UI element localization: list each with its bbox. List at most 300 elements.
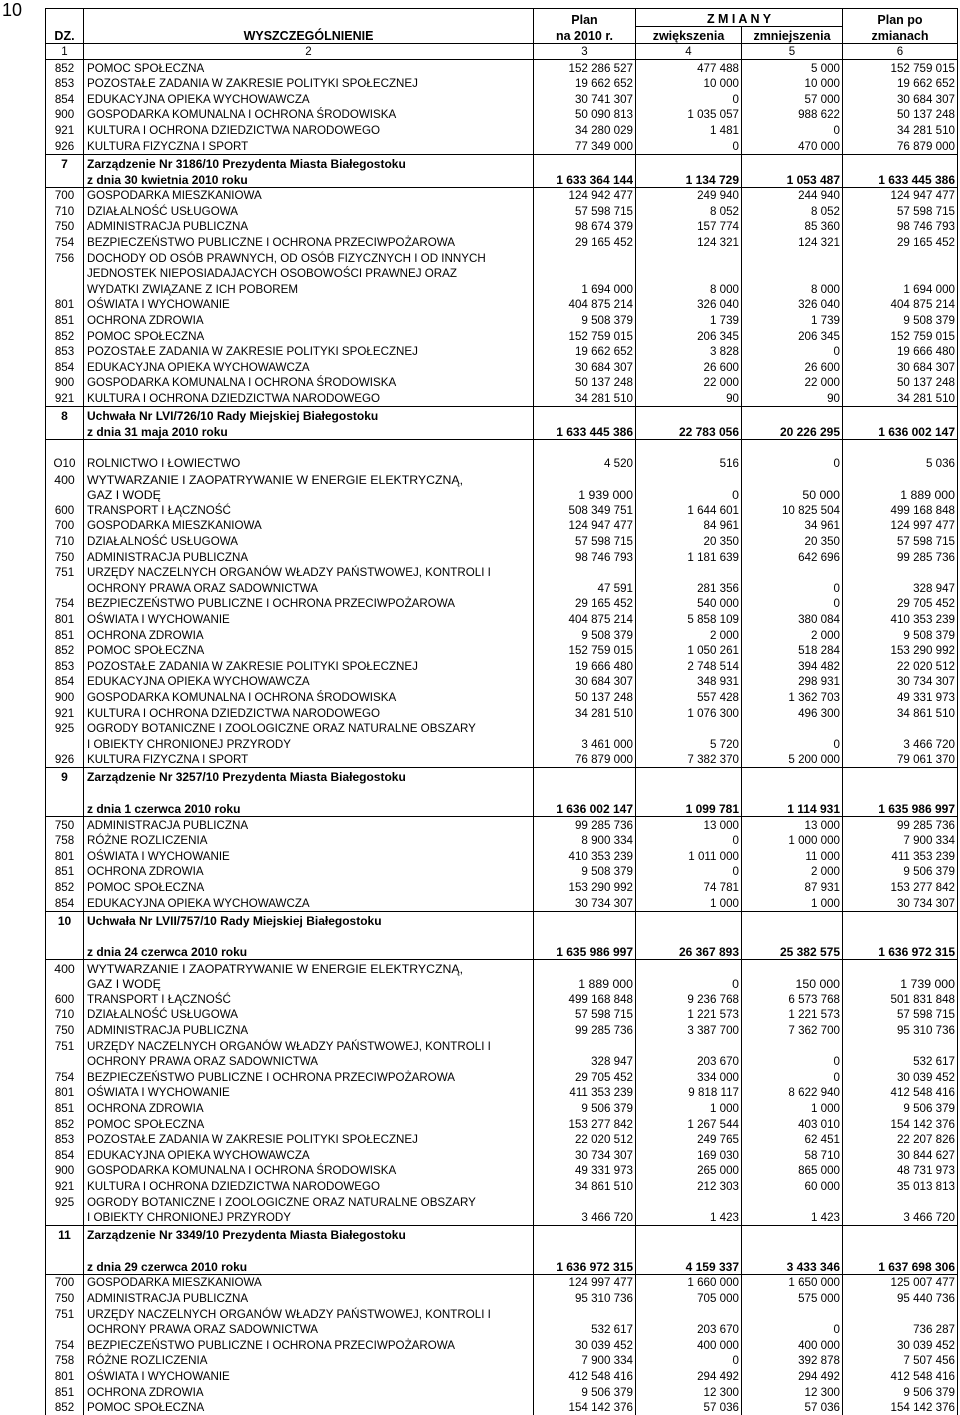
empty-cell xyxy=(843,768,958,785)
row-name: I OBIEKTY CHRONIONEJ PRZYRODY xyxy=(84,736,534,752)
decrease-value: 496 300 xyxy=(742,705,843,721)
decrease-value xyxy=(742,721,843,737)
after-value: 29 165 452 xyxy=(843,234,958,250)
row-name: GOSPODARKA KOMUNALNA I OCHRONA ŚRODOWISKA xyxy=(84,107,534,123)
increase-value: 334 000 xyxy=(636,1069,742,1085)
after-value: 124 997 477 xyxy=(843,518,958,534)
header-decrease: zmniejszenia xyxy=(742,27,843,44)
increase-value: 1 739 xyxy=(636,312,742,328)
decrease-value: 575 000 xyxy=(742,1290,843,1306)
section-total-row xyxy=(46,1258,958,1275)
empty-cell xyxy=(46,800,84,817)
row-name: BEZPIECZEŃSTWO PUBLICZNE I OCHRONA PRZECIWPOŻAROWA xyxy=(84,596,534,612)
table-row xyxy=(46,1007,958,1023)
after-value: 95 440 736 xyxy=(843,1290,958,1306)
column-number: 3 xyxy=(534,44,636,60)
dz-code: 921 xyxy=(46,705,84,721)
plan-value: 124 942 477 xyxy=(534,187,636,203)
decrease-value xyxy=(742,266,843,282)
header-plan-line1: Plan xyxy=(534,9,636,27)
after-value: 95 310 736 xyxy=(843,1022,958,1038)
increase-value: 13 000 xyxy=(636,816,742,832)
plan-value: 3 461 000 xyxy=(534,736,636,752)
increase-value xyxy=(636,266,742,282)
row-name: KULTURA I OCHRONA DZIEDZICTWA NARODOWEGO xyxy=(84,390,534,406)
row-name: KULTURA I OCHRONA DZIEDZICTWA NARODOWEGO xyxy=(84,1178,534,1194)
section-number: 7 xyxy=(46,154,84,171)
section-header-row xyxy=(46,154,958,171)
increase-value: 203 670 xyxy=(636,1322,742,1338)
row-name: ADMINISTRACJA PUBLICZNA xyxy=(84,816,534,832)
plan-value: 153 277 842 xyxy=(534,1116,636,1132)
table-row xyxy=(46,375,958,391)
increase-value: 2 000 xyxy=(636,627,742,643)
after-value: 1 694 000 xyxy=(843,281,958,297)
after-value: 30 734 307 xyxy=(843,895,958,911)
dz-code: 900 xyxy=(46,107,84,123)
dz-code: 754 xyxy=(46,1069,84,1085)
after-value: 30 734 307 xyxy=(843,674,958,690)
blank-row xyxy=(46,928,958,944)
plan-value: 7 900 334 xyxy=(534,1353,636,1369)
table-row xyxy=(46,455,958,471)
plan-value: 30 734 307 xyxy=(534,1147,636,1163)
table-row xyxy=(46,848,958,864)
row-name: DZIAŁALNOŚĆ USŁUGOWA xyxy=(84,533,534,549)
plan-value: 30 039 452 xyxy=(534,1337,636,1353)
plan-value xyxy=(534,721,636,737)
after-value: 30 039 452 xyxy=(843,1069,958,1085)
increase-value: 1 644 601 xyxy=(636,502,742,518)
after-value: 50 137 248 xyxy=(843,375,958,391)
table-row xyxy=(46,1069,958,1085)
section-date: z dnia 24 czerwca 2010 roku xyxy=(84,943,534,960)
table-row xyxy=(46,627,958,643)
increase-value: 26 600 xyxy=(636,359,742,375)
column-number: 4 xyxy=(636,44,742,60)
empty-cell xyxy=(534,928,636,944)
decrease-value xyxy=(742,960,843,976)
dz-code: 853 xyxy=(46,76,84,92)
increase-value: 294 492 xyxy=(636,1368,742,1384)
header-dz: DZ. xyxy=(46,27,84,44)
table-row xyxy=(46,107,958,123)
header-row xyxy=(46,27,958,44)
table-row xyxy=(46,281,958,297)
row-name: JEDNOSTEK NIEPOSIADAJACYCH OSOBOWOŚCI PRAWNEJ ORAZ xyxy=(84,266,534,282)
empty-cell xyxy=(84,928,534,944)
empty-cell xyxy=(843,1242,958,1258)
decrease-value: 12 300 xyxy=(742,1384,843,1400)
empty-cell xyxy=(843,1226,958,1243)
row-name: GOSPODARKA KOMUNALNA I OCHRONA ŚRODOWISKA xyxy=(84,689,534,705)
plan-value: 50 137 248 xyxy=(534,689,636,705)
decrease-value: 7 362 700 xyxy=(742,1022,843,1038)
column-number: 5 xyxy=(742,44,843,60)
plan-value: 152 759 015 xyxy=(534,643,636,659)
increase-value xyxy=(636,565,742,581)
table-row xyxy=(46,1400,958,1415)
dz-code: 853 xyxy=(46,344,84,360)
dz-code xyxy=(46,1322,84,1338)
plan-value: 412 548 416 xyxy=(534,1368,636,1384)
row-name: URZĘDY NACZELNYCH ORGANÓW WŁADZY PAŃSTWOWEJ, KONTROLI I xyxy=(84,565,534,581)
after-value: 30 684 307 xyxy=(843,91,958,107)
plan-value: 410 353 239 xyxy=(534,848,636,864)
decrease-value: 642 696 xyxy=(742,549,843,565)
decrease-value: 244 940 xyxy=(742,187,843,203)
table-row xyxy=(46,344,958,360)
empty-cell xyxy=(636,439,742,455)
plan-value: 77 349 000 xyxy=(534,138,636,154)
table-row xyxy=(46,138,958,154)
row-name: OCHRONY PRAWA ORAZ SADOWNICTWA xyxy=(84,1322,534,1338)
increase-value: 1 181 639 xyxy=(636,549,742,565)
section-total-after: 1 636 972 315 xyxy=(843,943,958,960)
increase-value: 265 000 xyxy=(636,1163,742,1179)
column-number: 6 xyxy=(843,44,958,60)
section-title: Zarządzenie Nr 3257/10 Prezydenta Miasta Białegostoku xyxy=(84,768,534,785)
table-row xyxy=(46,390,958,406)
table-row xyxy=(46,1163,958,1179)
column-number-row xyxy=(46,44,958,60)
empty-cell xyxy=(742,1226,843,1243)
empty-cell xyxy=(636,1242,742,1258)
increase-value: 3 828 xyxy=(636,344,742,360)
decrease-value: 87 931 xyxy=(742,879,843,895)
decrease-value: 5 200 000 xyxy=(742,752,843,768)
decrease-value: 60 000 xyxy=(742,1178,843,1194)
table-row xyxy=(46,471,958,487)
table-row xyxy=(46,736,958,752)
dz-code: 853 xyxy=(46,1132,84,1148)
decrease-value: 8 622 940 xyxy=(742,1085,843,1101)
dz-code: 750 xyxy=(46,816,84,832)
row-name: POMOC SPOŁECZNA xyxy=(84,1116,534,1132)
after-value xyxy=(843,1038,958,1054)
increase-value: 0 xyxy=(636,864,742,880)
decrease-value: 2 000 xyxy=(742,627,843,643)
dz-code: 852 xyxy=(46,328,84,344)
after-value xyxy=(843,266,958,282)
empty-cell xyxy=(742,928,843,944)
plan-value: 29 705 452 xyxy=(534,1069,636,1085)
section-total-inc: 26 367 893 xyxy=(636,943,742,960)
empty-cell xyxy=(534,768,636,785)
decrease-value: 10 825 504 xyxy=(742,502,843,518)
increase-value: 1 423 xyxy=(636,1210,742,1226)
decrease-value: 1 739 xyxy=(742,312,843,328)
increase-value: 540 000 xyxy=(636,596,742,612)
empty-cell xyxy=(843,784,958,800)
table-row xyxy=(46,1178,958,1194)
decrease-value: 988 622 xyxy=(742,107,843,123)
increase-value: 5 720 xyxy=(636,736,742,752)
dz-code: 854 xyxy=(46,895,84,911)
dz-code xyxy=(46,580,84,596)
plan-value: 47 591 xyxy=(534,580,636,596)
row-name: EDUKACYJNA OPIEKA WYCHOWAWCZA xyxy=(84,674,534,690)
increase-value: 1 660 000 xyxy=(636,1274,742,1290)
plan-value: 29 165 452 xyxy=(534,596,636,612)
dz-code: 853 xyxy=(46,658,84,674)
row-name: ROLNICTWO I ŁOWIECTWO xyxy=(84,455,534,471)
row-name: DZIAŁALNOŚĆ USŁUGOWA xyxy=(84,1007,534,1023)
table-row xyxy=(46,833,958,849)
plan-value: 1 889 000 xyxy=(534,976,636,992)
after-value: 99 285 736 xyxy=(843,549,958,565)
section-total-row xyxy=(46,943,958,960)
increase-value: 1 076 300 xyxy=(636,705,742,721)
empty-cell xyxy=(636,928,742,944)
plan-value: 99 285 736 xyxy=(534,1022,636,1038)
table-row xyxy=(46,1038,958,1054)
empty-cell xyxy=(534,406,636,423)
row-name: OŚWIATA I WYCHOWANIE xyxy=(84,1085,534,1101)
dz-code: 754 xyxy=(46,234,84,250)
section-header-row xyxy=(46,406,958,423)
dz-code: 751 xyxy=(46,1306,84,1322)
empty-cell xyxy=(742,784,843,800)
after-value xyxy=(843,471,958,487)
dz-code: 754 xyxy=(46,1337,84,1353)
table-row xyxy=(46,864,958,880)
after-value: 22 207 826 xyxy=(843,1132,958,1148)
plan-value: 34 861 510 xyxy=(534,1178,636,1194)
blank-row xyxy=(46,439,958,455)
after-value: 57 598 715 xyxy=(843,203,958,219)
header-plan-line2: na 2010 r. xyxy=(534,27,636,44)
section-total-dec: 3 433 346 xyxy=(742,1258,843,1275)
table-row xyxy=(46,187,958,203)
decrease-value: 10 000 xyxy=(742,76,843,92)
dz-code: 751 xyxy=(46,1038,84,1054)
after-value: 98 746 793 xyxy=(843,219,958,235)
decrease-value: 1 362 703 xyxy=(742,689,843,705)
plan-value: 57 598 715 xyxy=(534,533,636,549)
empty-cell xyxy=(742,406,843,423)
empty-cell xyxy=(843,154,958,171)
after-value xyxy=(843,250,958,266)
plan-value: 49 331 973 xyxy=(534,1163,636,1179)
dz-code: 851 xyxy=(46,1100,84,1116)
plan-value xyxy=(534,266,636,282)
plan-value: 153 290 992 xyxy=(534,879,636,895)
increase-value xyxy=(636,471,742,487)
decrease-value: 8 052 xyxy=(742,203,843,219)
decrease-value xyxy=(742,1194,843,1210)
dz-code: 750 xyxy=(46,549,84,565)
plan-value: 508 349 751 xyxy=(534,502,636,518)
increase-value: 22 000 xyxy=(636,375,742,391)
after-value: 76 879 000 xyxy=(843,138,958,154)
decrease-value: 394 482 xyxy=(742,658,843,674)
increase-value: 0 xyxy=(636,1353,742,1369)
dz-code: 851 xyxy=(46,312,84,328)
plan-value: 57 598 715 xyxy=(534,203,636,219)
dz-code: 801 xyxy=(46,1368,84,1384)
decrease-value: 150 000 xyxy=(742,976,843,992)
empty-cell xyxy=(534,784,636,800)
dz-code: 900 xyxy=(46,1163,84,1179)
increase-value: 1 000 xyxy=(636,895,742,911)
increase-value: 516 xyxy=(636,455,742,471)
dz-code: 852 xyxy=(46,1400,84,1415)
after-value: 30 039 452 xyxy=(843,1337,958,1353)
increase-value: 8 000 xyxy=(636,281,742,297)
decrease-value: 1 423 xyxy=(742,1210,843,1226)
after-value: 499 168 848 xyxy=(843,502,958,518)
after-value: 404 875 214 xyxy=(843,297,958,313)
empty-cell xyxy=(636,406,742,423)
plan-value: 50 137 248 xyxy=(534,375,636,391)
decrease-value: 298 931 xyxy=(742,674,843,690)
empty-cell xyxy=(636,768,742,785)
after-value: 411 353 239 xyxy=(843,848,958,864)
after-value: 152 759 015 xyxy=(843,328,958,344)
plan-value xyxy=(534,1306,636,1322)
row-name: GOSPODARKA MIESZKANIOWA xyxy=(84,518,534,534)
increase-value: 74 781 xyxy=(636,879,742,895)
section-total-after: 1 637 698 306 xyxy=(843,1258,958,1275)
table-row xyxy=(46,1290,958,1306)
empty-cell xyxy=(46,1258,84,1275)
increase-value: 1 481 xyxy=(636,122,742,138)
section-total-after: 1 635 986 997 xyxy=(843,800,958,817)
decrease-value: 392 878 xyxy=(742,1353,843,1369)
plan-value: 34 281 510 xyxy=(534,705,636,721)
section-total-after: 1 633 445 386 xyxy=(843,171,958,188)
increase-value: 557 428 xyxy=(636,689,742,705)
table-row xyxy=(46,359,958,375)
dz-code: 851 xyxy=(46,1384,84,1400)
dz-code: 852 xyxy=(46,60,84,76)
plan-value: 22 020 512 xyxy=(534,1132,636,1148)
empty-cell xyxy=(636,154,742,171)
row-name: OCHRONA ZDROWIA xyxy=(84,312,534,328)
plan-value: 95 310 736 xyxy=(534,1290,636,1306)
dz-code: 854 xyxy=(46,1147,84,1163)
row-name: TRANSPORT I ŁĄCZNOŚĆ xyxy=(84,502,534,518)
plan-value xyxy=(534,565,636,581)
plan-value: 98 746 793 xyxy=(534,549,636,565)
row-name: BEZPIECZEŃSTWO PUBLICZNE I OCHRONA PRZECIWPOŻAROWA xyxy=(84,1337,534,1353)
plan-value: 4 520 xyxy=(534,455,636,471)
row-name: POZOSTAŁE ZADANIA W ZAKRESIE POLITYKI SPOŁECZNEJ xyxy=(84,1132,534,1148)
after-value: 328 947 xyxy=(843,580,958,596)
section-title: Uchwała Nr LVII/757/10 Rady Miejskiej Białegostoku xyxy=(84,911,534,928)
dz-code: 926 xyxy=(46,752,84,768)
after-value: 34 281 510 xyxy=(843,122,958,138)
header-description: WYSZCZEGÓLNIENIE xyxy=(84,27,534,44)
after-value: 35 013 813 xyxy=(843,1178,958,1194)
increase-value: 9 818 117 xyxy=(636,1085,742,1101)
increase-value: 326 040 xyxy=(636,297,742,313)
plan-value xyxy=(534,250,636,266)
plan-value: 34 281 510 xyxy=(534,390,636,406)
after-value: 412 548 416 xyxy=(843,1085,958,1101)
section-total-dec: 25 382 575 xyxy=(742,943,843,960)
row-name: WYTWARZANIE I ZAOPATRYWANIE W ENERGIE ELEKTRYCZNĄ, xyxy=(84,960,534,976)
table-row xyxy=(46,1022,958,1038)
decrease-value: 124 321 xyxy=(742,234,843,250)
dz-code: 750 xyxy=(46,219,84,235)
section-total-inc: 22 783 056 xyxy=(636,423,742,440)
empty-cell xyxy=(534,1226,636,1243)
plan-value: 34 280 029 xyxy=(534,122,636,138)
table-row xyxy=(46,879,958,895)
plan-value: 152 759 015 xyxy=(534,328,636,344)
decrease-value: 0 xyxy=(742,1069,843,1085)
dz-code: 750 xyxy=(46,1022,84,1038)
header-after-line2: zmianach xyxy=(843,27,958,44)
table-row xyxy=(46,991,958,1007)
section-total-row xyxy=(46,171,958,188)
row-name: OCHRONA ZDROWIA xyxy=(84,864,534,880)
after-value: 57 598 715 xyxy=(843,533,958,549)
after-value: 48 731 973 xyxy=(843,1163,958,1179)
dz-code: 851 xyxy=(46,864,84,880)
after-value: 124 947 477 xyxy=(843,187,958,203)
row-name: OŚWIATA I WYCHOWANIE xyxy=(84,848,534,864)
row-name: OCHRONY PRAWA ORAZ SADOWNICTWA xyxy=(84,1054,534,1070)
dz-code: 852 xyxy=(46,643,84,659)
empty-cell xyxy=(534,154,636,171)
dz-code xyxy=(46,487,84,503)
after-value xyxy=(843,1194,958,1210)
decrease-value: 5 000 xyxy=(742,60,843,76)
page-number: 10 xyxy=(2,0,22,21)
table-row xyxy=(46,76,958,92)
increase-value: 477 488 xyxy=(636,60,742,76)
empty-cell xyxy=(46,171,84,188)
empty-cell xyxy=(742,911,843,928)
increase-value: 1 035 057 xyxy=(636,107,742,123)
row-name: ADMINISTRACJA PUBLICZNA xyxy=(84,549,534,565)
table-row xyxy=(46,518,958,534)
after-value: 154 142 376 xyxy=(843,1116,958,1132)
section-header-row xyxy=(46,768,958,785)
dz-code: 400 xyxy=(46,471,84,487)
increase-value xyxy=(636,960,742,976)
budget-changes-table xyxy=(45,8,958,1415)
decrease-value: 1 000 000 xyxy=(742,833,843,849)
dz-code: 600 xyxy=(46,502,84,518)
row-name: POMOC SPOŁECZNA xyxy=(84,328,534,344)
section-total-inc: 1 099 781 xyxy=(636,800,742,817)
decrease-value: 57 000 xyxy=(742,91,843,107)
row-name: BEZPIECZEŃSTWO PUBLICZNE I OCHRONA PRZECIWPOŻAROWA xyxy=(84,234,534,250)
section-total-plan: 1 633 364 144 xyxy=(534,171,636,188)
table-row xyxy=(46,1210,958,1226)
row-name: DZIAŁALNOŚĆ USŁUGOWA xyxy=(84,203,534,219)
empty-cell xyxy=(534,439,636,455)
table-row xyxy=(46,960,958,976)
dz-code: 851 xyxy=(46,627,84,643)
decrease-value: 0 xyxy=(742,596,843,612)
dz-code: 750 xyxy=(46,1290,84,1306)
after-value: 3 466 720 xyxy=(843,1210,958,1226)
row-name: POZOSTAŁE ZADANIA W ZAKRESIE POLITYKI SPOŁECZNEJ xyxy=(84,658,534,674)
row-name: KULTURA FIZYCZNA I SPORT xyxy=(84,752,534,768)
dz-code: 700 xyxy=(46,187,84,203)
row-name: POMOC SPOŁECZNA xyxy=(84,1400,534,1415)
decrease-value: 0 xyxy=(742,736,843,752)
section-total-dec: 20 226 295 xyxy=(742,423,843,440)
dz-code xyxy=(46,1054,84,1070)
table-row xyxy=(46,976,958,992)
decrease-value: 0 xyxy=(742,580,843,596)
